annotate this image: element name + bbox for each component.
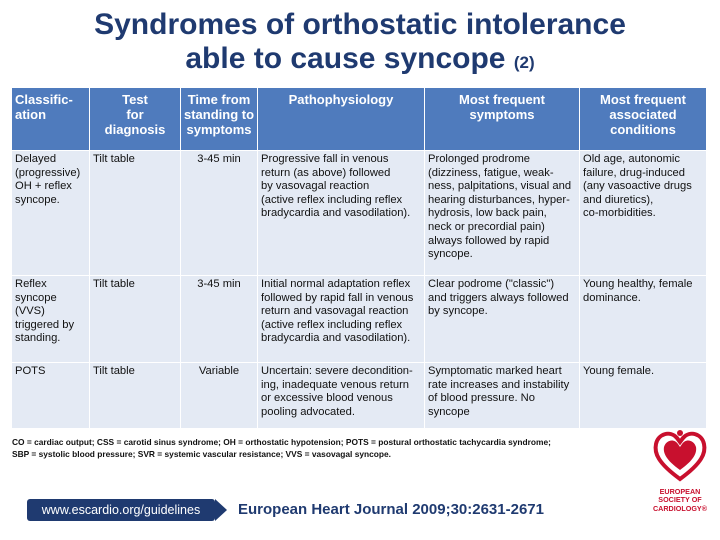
cell-line: of blood pressure. No [428,392,535,405]
cell-line: return (as above) followed [261,166,391,179]
cell-line: POTS [15,365,46,377]
cell-line: Variable [198,365,240,377]
cell-line: standing. [15,332,61,345]
header-line: ation [15,107,47,122]
cell-line: triggered by [15,318,75,331]
cell-line: Young female. [583,365,655,377]
cell-line: neck or precordial pain) [428,220,545,233]
cell-classification [12,363,90,429]
cell-line: followed by rapid fall in venous [261,291,414,304]
cell-line: Tilt table [93,365,135,377]
cell-line: (progressive) [15,166,81,179]
cell-line: syncope [428,405,470,418]
title-line-2-wrap [0,42,720,80]
cell-line: failure, drug-induced [583,166,685,179]
logo-line-2: SOCIETY OF [658,495,702,505]
header-line: standing to [183,107,255,122]
cell-line: Initial normal adaptation reflex [261,278,411,290]
cell-conditions [580,363,707,429]
esc-logo [640,425,720,537]
heart-logo-icon [650,425,710,485]
cell-line: 3-45 min [197,278,241,290]
cell-pathophysiology [258,363,425,429]
cell-line: Tilt table [93,153,135,165]
cell-line: or excessive blood venous [261,392,393,405]
header-line: conditions [610,122,676,137]
cell-conditions [580,276,707,363]
syndromes-table-container [11,87,706,429]
cell-line: by vasovagal reaction [261,180,370,193]
cell-line: Clear podrome ("classic") [428,278,555,290]
cell-time [181,363,258,429]
header-line: symptoms [186,122,252,137]
header-classification [12,88,90,151]
title-line-1: Syndromes of orthostatic intolerance [94,8,626,41]
cell-symptoms [425,363,580,429]
cell-line: bradycardia and vasodilation). [261,332,411,345]
cell-conditions [580,151,707,276]
header-conditions [580,88,707,151]
header-symptoms [425,88,580,151]
table-header-row [12,88,707,151]
cell-test [90,151,181,276]
cell-line: Progressive fall in venous [261,153,389,165]
cell-line: OH + reflex [15,180,72,193]
cell-line: dominance. [583,291,641,304]
cell-symptoms [425,151,580,276]
cell-line: always followed by rapid [428,234,550,247]
header-test [90,88,181,151]
cell-line: Delayed [15,153,57,165]
journal-citation: European Heart Journal 2009;30:2631-2671 [238,501,544,518]
header-line: for [126,107,144,122]
logo-text [640,488,720,513]
cell-line: return and vasovagal reaction [261,305,409,318]
header-line: associated [609,107,677,122]
header-line: Classific- [15,92,73,107]
cell-line: (active reflex including reflex [261,193,403,206]
cell-line: syncope. [428,248,473,261]
cell-line: bradycardia and vasodilation). [261,207,411,220]
cell-classification [12,151,90,276]
cell-line: ness, palpitations, visual and [428,180,572,193]
header-line: diagnosis [104,122,166,137]
table-row [12,363,707,429]
cell-line: (dizziness, fatigue, weak- [428,166,554,179]
header-line: symptoms [469,107,535,122]
cell-line: by syncope. [428,305,488,318]
cell-line: syncope. [15,193,60,206]
table-row [12,276,707,363]
guidelines-url-link[interactable]: www.escardio.org/guidelines [27,499,215,521]
cell-line: Prolonged prodrome [428,153,530,165]
cell-line: (VVS) [15,305,45,318]
cell-line: Symptomatic marked heart [428,365,562,377]
cell-test [90,363,181,429]
cell-line: syncope [15,291,57,304]
footnote-line-2: SBP = systolic blood pressure; SVR = systemic vascular resistance; VVS = vasovagal syncope. [12,449,391,459]
cell-line: Reflex [15,278,47,290]
cell-time [181,151,258,276]
title-line-2: able to cause syncope [185,42,506,75]
cell-classification [12,276,90,363]
title-part-number: (2) [513,53,535,72]
cell-line: pooling advocated. [261,405,355,418]
logo-line-3: CARDIOLOGY® [652,503,707,513]
cell-test [90,276,181,363]
cell-line: (active reflex including reflex [261,318,403,331]
cell-line: and diuretics), [583,193,654,206]
cell-line: ing, inadequate venous return [261,378,410,391]
cell-line: Young healthy, female [583,278,693,290]
url-arrow-icon [215,499,227,521]
header-line: Test [122,92,148,107]
cell-line: co-morbidities. [583,207,656,220]
cell-line: rate increases and instability [428,378,570,391]
cell-symptoms [425,276,580,363]
cell-line: Old age, autonomic [583,153,681,165]
cell-line: Tilt table [93,278,135,290]
header-time [181,88,258,151]
header-line: Pathophysiology [288,92,394,107]
cell-time [181,276,258,363]
cell-line: 3-45 min [197,153,241,165]
slide-title [0,8,720,80]
table-row [12,151,707,276]
header-line: Most frequent [459,92,545,107]
abbreviations-footnote [12,436,712,460]
syndromes-table [11,87,707,429]
logo-line-1: EUROPEAN [659,487,701,496]
header-pathophysiology [258,88,425,151]
cell-line: hearing disturbances, hyper- [428,193,570,206]
cell-line: (any vasoactive drugs [583,180,692,193]
cell-line: Uncertain: severe decondition- [261,365,413,377]
cell-pathophysiology [258,276,425,363]
cell-pathophysiology [258,151,425,276]
footnote-line-1: CO = cardiac output; CSS = carotid sinus syndrome; OH = orthostatic hypotension; POTS = postural orthostatic tachycardia syndrome; [12,437,551,447]
cell-line: and triggers always followed [428,291,569,304]
cell-line: hydrosis, low back pain, [428,207,547,220]
header-line: Time from [187,92,251,107]
header-line: Most frequent [600,92,686,107]
